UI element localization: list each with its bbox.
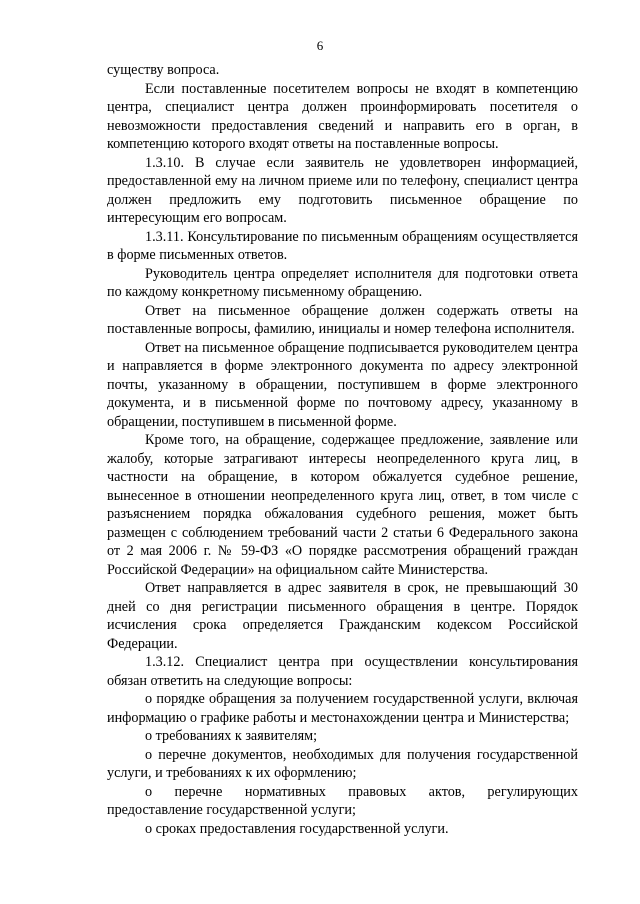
document-body [107, 61, 578, 838]
list-item-5: о сроках предоставления государственной услуги. [145, 820, 449, 837]
paragraph-5: Руководитель центра определяет исполнителя для подготовки ответа по каждому конкретному письменному обращению. [107, 265, 578, 300]
paragraph-10: 1.3.12. Специалист центра при осуществлении консультирования обязан ответить на следующие вопросы: [107, 654, 578, 689]
paragraph-3: 1.3.10. В случае если заявитель не удовлетворен информацией, предоставленной ему на личном приеме или по телефону, специалист центра должен предложить ему подготовить письменное обращение по интересующим его вопросам. [107, 154, 578, 226]
paragraph-4: 1.3.11. Консультирование по письменным обращениям осуществляется в форме письменных ответов. [107, 228, 578, 263]
paragraph-7: Ответ на письменное обращение подписывается руководителем центра и направляется в форме электронного документа по адресу электронной почты, указанному в обращении, поступившем в форме электронного документа, и в письменной форме по почтовому адресу, указанному в обращении, поступившем в письменной форме. [107, 339, 578, 430]
list-item-3: о перечне документов, необходимых для получения государственной услуги, и требованиях к их оформлению; [107, 746, 578, 781]
paragraph-1: существу вопроса. [107, 62, 220, 78]
paragraph-6: Ответ на письменное обращение должен содержать ответы на поставленные вопросы, фамилию, инициалы и номер телефона исполнителя. [107, 302, 578, 337]
list-item-2: о требованиях к заявителям; [145, 728, 318, 744]
list-item-1: о порядке обращения за получением государственной услуги, включая информацию о графике работы и местонахождении центра и Министерства; [107, 691, 578, 726]
list-item-4: о перечне нормативных правовых актов, регулирующих предоставление государственной услуги; [107, 783, 578, 818]
paragraph-8: Кроме того, на обращение, содержащее предложение, заявление или жалобу, которые затрагивают интересы неопределенного круга лиц, в частности на обращение, в котором обжалуется судебное решение, вынесенное в отношении неопределенного круга лиц, ответ, в том числе с разъяснением порядка обжалования судебного решения, может быть размещен с соблюдением требований части 2 статьи 6 Федерального закона от 2 мая 2006 г. № 59-ФЗ «О порядке рассмотрения обращений граждан Российской Федерации» на официальном сайте Министерства. [107, 432, 578, 578]
paragraph-2: Если поставленные посетителем вопросы не входят в компетенцию центра, специалист центра должен проинформировать посетителя о невозможности предоставления сведений и направить его в орган, в компетенцию которого входят ответы на поставленные вопросы. [107, 80, 578, 152]
page-number: 6 [316, 38, 324, 53]
paragraph-9: Ответ направляется в адрес заявителя в срок, не превышающий 30 дней со дня регистрации письменного обращения в центре. Порядок исчисления срока определяется Гражданским кодексом Российской Федерации. [107, 580, 578, 652]
